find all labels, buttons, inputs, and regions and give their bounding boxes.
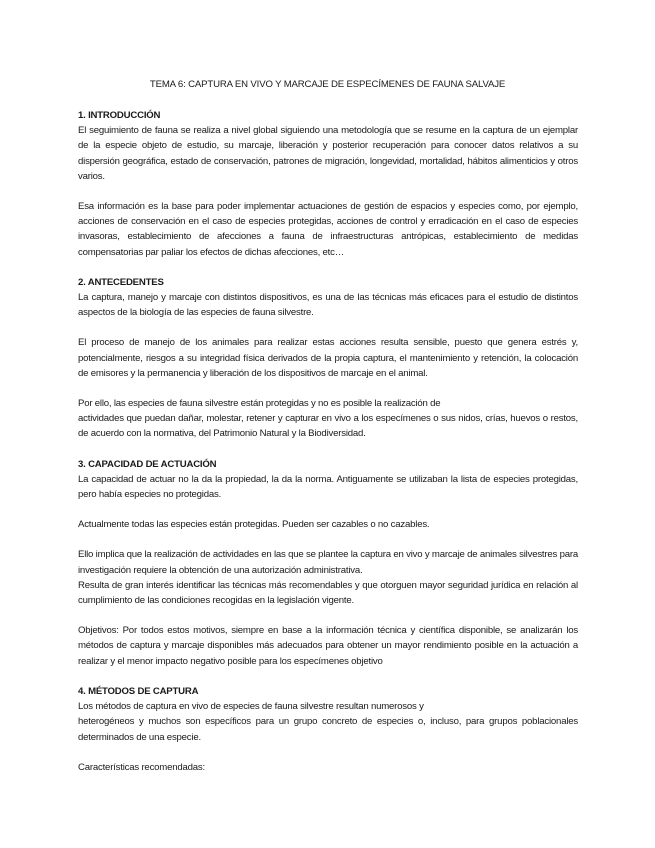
section-heading-metodos-de-captura: 4. MÉTODOS DE CAPTURA — [78, 685, 199, 697]
paragraph: Actualmente todas las especies están protegidas. Pueden ser cazables o no cazables. — [78, 519, 430, 531]
paragraph: La capacidad de actuar no la da la propiedad, la da la norma. Antiguamente se utilizaban la lista de especies protegidas, pero había especies no protegidas. — [78, 473, 578, 501]
section-heading-introduccion: 1. INTRODUCCIÓN — [78, 110, 161, 121]
document-body — [78, 108, 578, 775]
section-heading-antecedentes: 2. ANTECEDENTES — [78, 276, 164, 288]
paragraph: Por ello, las especies de fauna silvestre están protegidas y no es posible la realización de — [78, 398, 441, 410]
paragraph: Objetivos: Por todos estos motivos, siempre en base a la información técnica y científica disponible, se analizarán los métodos de captura y marcaje disponibles más adecuados para obtener un mayor rendimiento posible en la actuación a realizar y el menor impacto negativo posible para los especímenes objetivo — [78, 625, 578, 667]
paragraph: heterogéneos y muchos son específicos para un grupo concreto de especies o, incluso, para grupos poblacionales determinados de una especie. — [78, 716, 578, 743]
section-heading-capacidad-de-actuacion: 3. CAPACIDAD DE ACTUACIÓN — [78, 458, 217, 470]
paragraph: Resulta de gran interés identificar las técnicas más recomendables y que otorguen mayor seguridad jurídica en relación al cumplimiento de las condiciones recogidas en la legislación vigente. — [78, 579, 578, 607]
paragraph: La captura, manejo y marcaje con distintos dispositivos, es una de las técnicas más eficaces para el estudio de distintos aspectos de la biología de las especies de fauna silvestre. — [78, 292, 578, 319]
paragraph: Características recomendadas: — [78, 761, 205, 773]
paragraph: Los métodos de captura en vivo de especies de fauna silvestre resultan numerosos y — [78, 701, 424, 713]
document-title: TEMA 6: CAPTURA EN VIVO Y MARCAJE DE ESPECÍMENES DE FAUNA SALVAJE — [149, 79, 506, 90]
paragraph: El proceso de manejo de los animales para realizar estas acciones resulta sensible, puesto que genera estrés y, potencialmente, riesgos a su integridad física derivados de la propia captura, el mantenimiento y retención, la colocación de emisores y la permanencia y liberación de los dispositivos de marcaje en el animal. — [78, 337, 578, 379]
paragraph: El seguimiento de fauna se realiza a nivel global siguiendo una metodología que se resume en la captura de un ejemplar de la especie objeto de estudio, su marcaje, liberación y posterior recuperación para conocer datos relativos a su dispersión geográfica, estado de conservación, patrones de migración, longevidad, mortalidad, hábitos alimenticios y otros varios. — [78, 125, 578, 182]
paragraph: Ello implica que la realización de actividades en las que se plantee la captura en vivo y marcaje de animales silvestres para investigación requiere la obtención de una autorización administrativa. — [78, 549, 578, 576]
paragraph: Esa información es la base para poder implementar actuaciones de gestión de espacios y especies como, por ejemplo, acciones de conservación en el caso de especies protegidas, acciones de control y erradicación en el caso de especies invasoras, establecimiento de afecciones a fauna de infraestructuras antrópicas, establecimiento de medidas compensatorias par paliar los efectos de dichas afecciones, etc… — [78, 201, 578, 258]
paragraph: actividades que puedan dañar, molestar, retener y capturar en vivo a los especímenes o sus nidos, crías, huevos o restos, de acuerdo con la normativa, del Patrimonio Natural y la Biodiversidad. — [78, 413, 578, 440]
